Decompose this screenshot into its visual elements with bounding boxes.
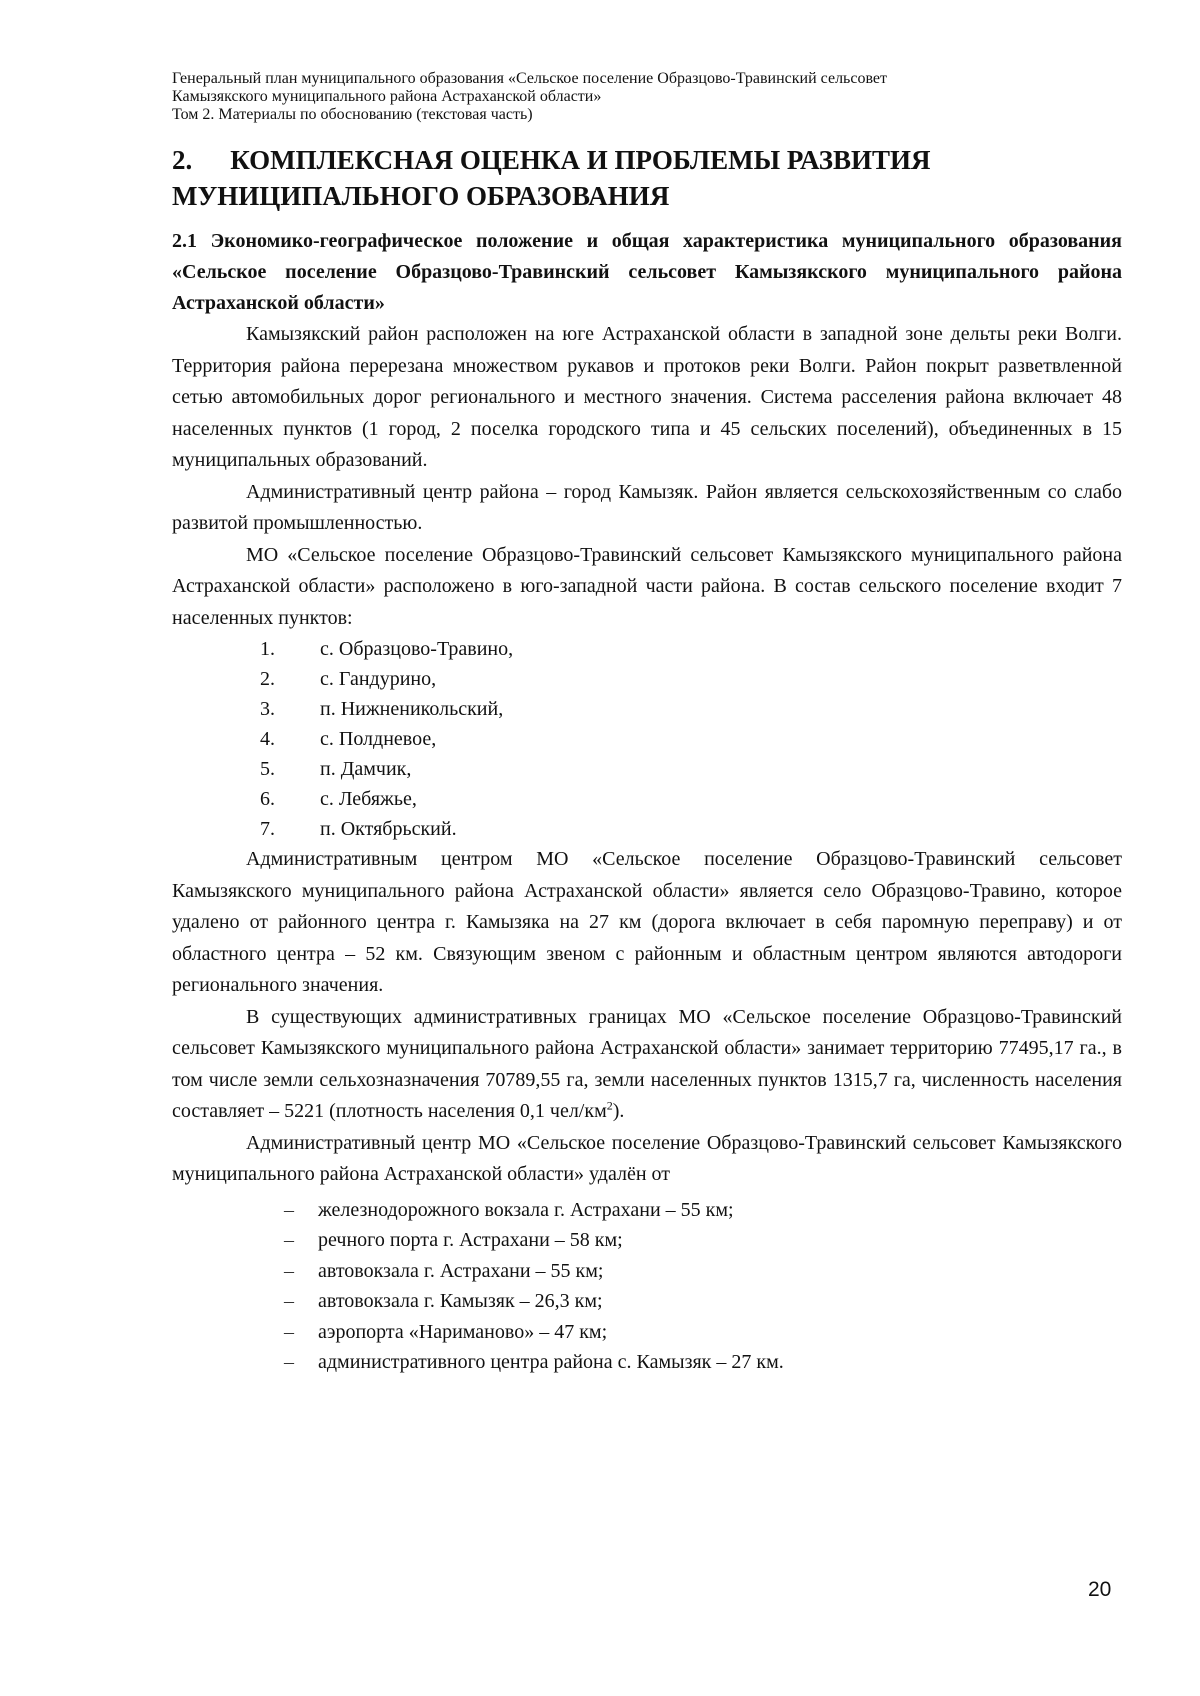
list-item — [172, 1195, 1122, 1226]
list-item-number: 7. — [260, 818, 275, 840]
list-item-text: железнодорожного вокзала г. Астрахани – 55 км; — [318, 1198, 734, 1221]
territory-text-end: ). — [612, 1100, 625, 1122]
header-line-2: Камызякского муниципального района Астраханской области» — [172, 88, 602, 105]
list-item — [172, 724, 1122, 754]
dash-bullet: – — [284, 1351, 294, 1373]
list-item — [172, 784, 1122, 814]
list-item-text: п. Октябрьский. — [320, 818, 457, 840]
section-heading — [172, 142, 1122, 214]
dash-bullet: – — [284, 1198, 294, 1221]
list-item — [172, 634, 1122, 664]
dash-bullet: – — [284, 1320, 294, 1343]
list-item — [172, 1256, 1122, 1287]
list-item-text: с. Гандурино, — [320, 668, 437, 690]
settlements-list — [172, 634, 1122, 844]
section-number: 2. — [172, 145, 193, 175]
subsection-heading: 2.1 Экономико-географическое положение и общая характеристика муниципального образования «Сельское поселение Образцово-Травинский сельсовет Камызякского муниципального района Астраханской области» — [172, 230, 1122, 314]
main-content — [172, 142, 1122, 1378]
paragraph-settlement-location: МО «Сельское поселение Образцово-Травинский сельсовет Камызякского муниципального района Астраханской области» расположено в юго-западной части района. В состав сельского поселение входит 7 населенных пунктов: — [172, 543, 1122, 629]
list-item-text: с. Лебяжье, — [320, 788, 417, 810]
list-item-number: 2. — [260, 668, 275, 690]
list-item — [172, 694, 1122, 724]
list-item-number: 4. — [260, 728, 275, 750]
section-title-part2: МУНИЦИПАЛЬНОГО ОБРАЗОВАНИЯ — [172, 181, 670, 211]
list-item-text: аэропорта «Нариманово» – 47 км; — [318, 1320, 608, 1343]
list-item-number: 6. — [260, 788, 275, 810]
list-item-text: административного центра района с. Камызяк – 27 км. — [318, 1351, 784, 1373]
header-line-1: Генеральный план муниципального образования «Сельское поселение Образцово-Травинский сельсовет — [172, 70, 888, 87]
list-item — [172, 664, 1122, 694]
dash-bullet: – — [284, 1259, 294, 1282]
list-item-text: п. Нижненикольский, — [320, 698, 504, 720]
list-item — [172, 1347, 1122, 1378]
list-item-text: с. Полдневое, — [320, 728, 437, 750]
section-title-part1: КОМПЛЕКСНАЯ ОЦЕНКА И ПРОБЛЕМЫ РАЗВИТИЯ — [230, 145, 931, 175]
list-item — [172, 754, 1122, 784]
paragraph-district-overview: Камызякский район расположен на юге Астраханской области в западной зоне дельты реки Волги. Территория района перерезана множеством рукавов и протоков реки Волги. Район покрыт разветвленной сетью автомобильных дорог регионального и местного значения. Система расселения района включает 48 населенных пунктов (1 город, 2 поселка городского типа и 45 сельских поселений), объединенных в 15 муниципальных образований. — [172, 323, 1122, 471]
list-item-number: 5. — [260, 758, 275, 780]
paragraph-territory — [172, 1002, 1122, 1128]
page-number: 20 — [1088, 1578, 1112, 1601]
paragraph-admin-village: Административным центром МО «Сельское поселение Образцово-Травинский сельсовет Камызякского муниципального района Астраханской области» является село Образцово-Травино, которое удалено от районного центра г. Камызяка на 27 км (дорога включает в себя паромную переправу) и от областного центра – 52 км. Связующим звеном с районным и областным центром являются автодороги регионального значения. — [172, 848, 1122, 996]
list-item-text: автовокзала г. Астрахани – 55 км; — [318, 1259, 604, 1282]
list-item — [172, 814, 1122, 844]
list-item-text: с. Образцово-Травино, — [320, 638, 514, 660]
territory-text: В существующих административных границах МО «Сельское поселение Образцово-Травинский сельсовет Камызякского муниципального района Астраханской области» занимает территорию 77495,17 га., в том числе земли сельхозназначения 70789,55 га, земли населенных пунктов 1315,7 га, численность населения составляет – 5221 (плотность населения 0,1 чел/км — [172, 1005, 1122, 1122]
header-line-3: Том 2. Материалы по обоснованию (текстовая часть) — [172, 106, 533, 123]
distances-list — [172, 1195, 1122, 1378]
running-header — [172, 70, 1122, 124]
paragraph-distances-intro: Административный центр МО «Сельское поселение Образцово-Травинский сельсовет Камызякского муниципального района Астраханской области» удалён от — [172, 1131, 1122, 1185]
paragraph-admin-center: Административный центр района – город Камызяк. Район является сельскохозяйственным со слабо развитой промышленностью. — [172, 480, 1122, 534]
list-item-text: п. Дамчик, — [320, 758, 412, 780]
list-item-number: 3. — [260, 698, 275, 720]
dash-bullet: – — [284, 1229, 294, 1251]
list-item — [172, 1317, 1122, 1348]
list-item — [172, 1286, 1122, 1317]
list-item-text: автовокзала г. Камызяк – 26,3 км; — [318, 1290, 603, 1312]
list-item — [172, 1225, 1122, 1256]
dash-bullet: – — [284, 1290, 294, 1312]
superscript-2: 2 — [606, 1098, 613, 1113]
list-item-number: 1. — [260, 638, 275, 660]
list-item-text: речного порта г. Астрахани – 58 км; — [318, 1229, 623, 1251]
